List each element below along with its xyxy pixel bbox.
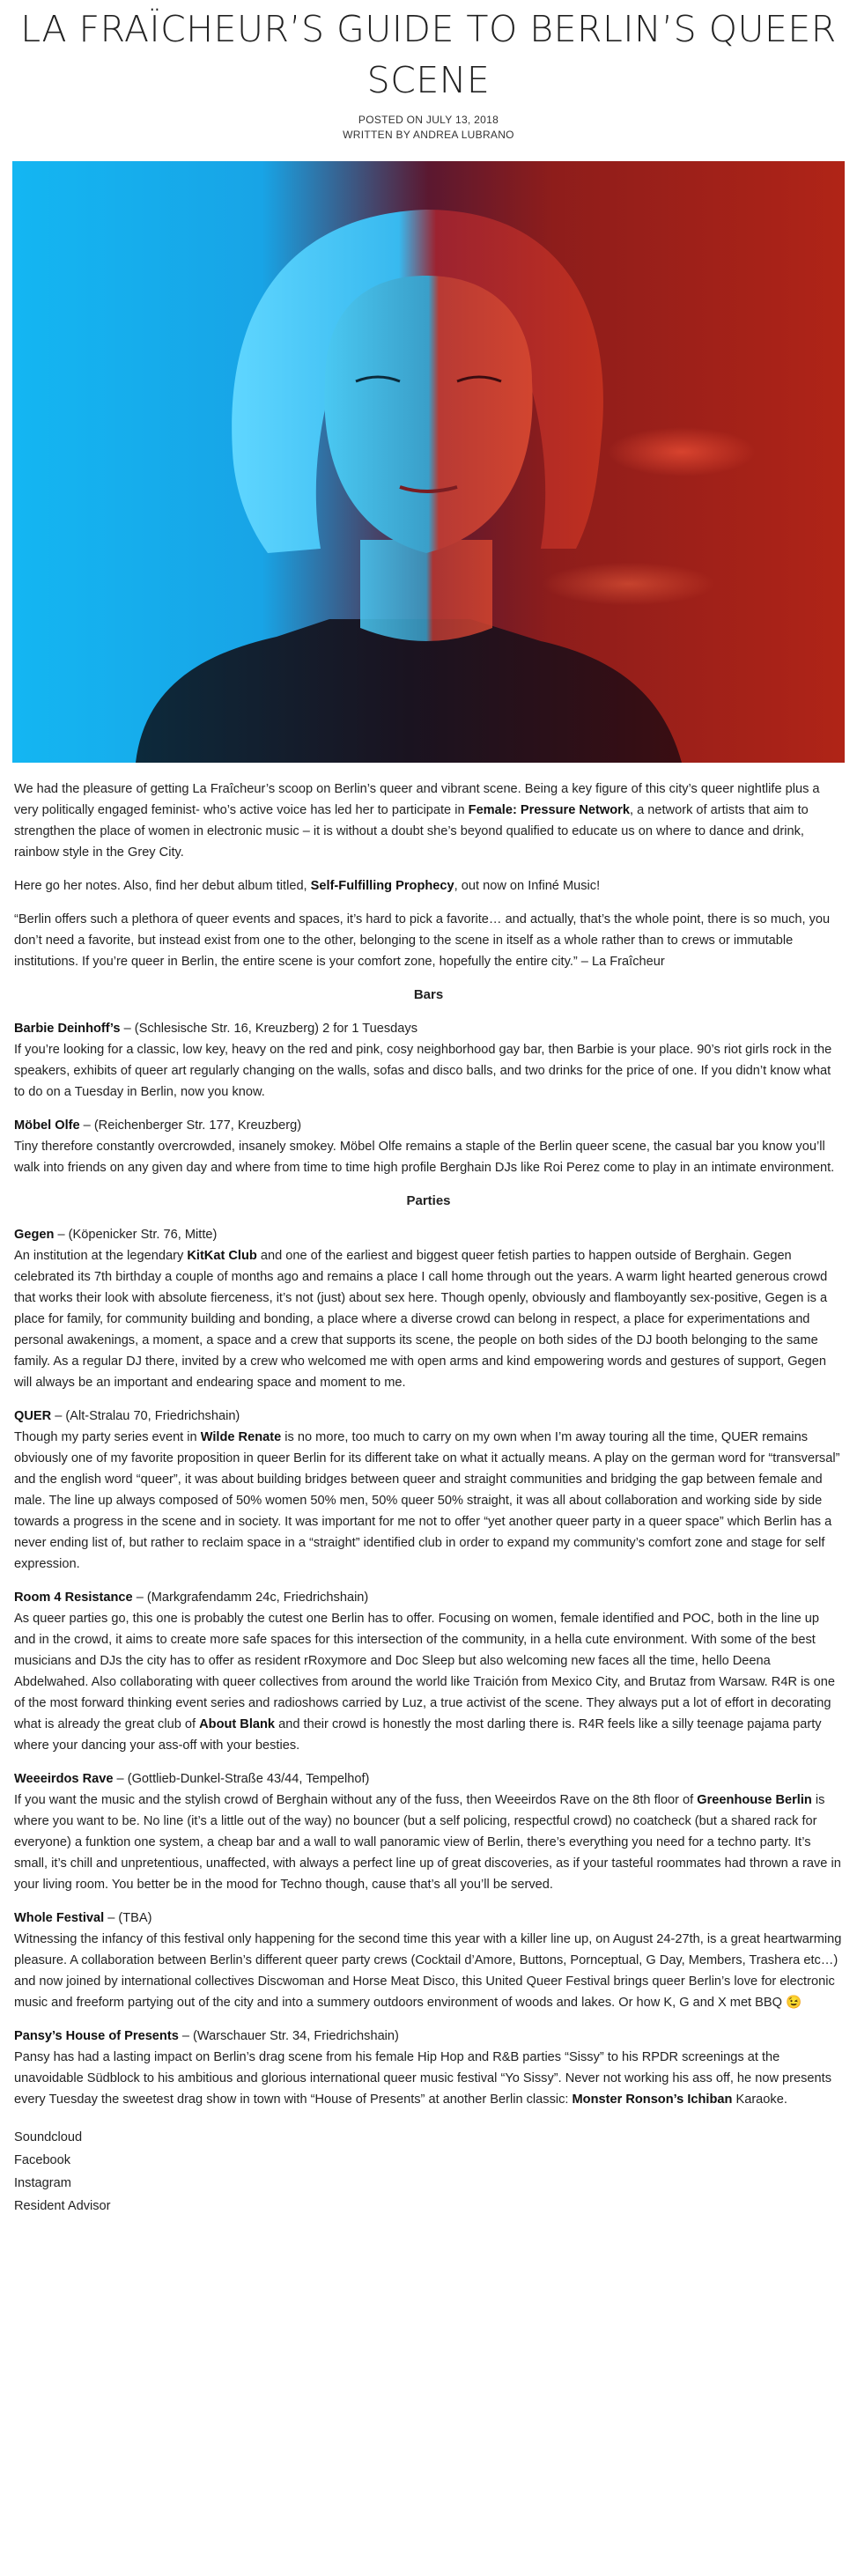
pansy-link[interactable]: Pansy’s House of Presents [14, 2029, 179, 2043]
whole-festival-link[interactable]: Whole Festival [14, 1911, 105, 1925]
gegen-title-line [14, 1224, 843, 1245]
article-title: LA FRAÏCHEUR’S GUIDE TO BERLIN’S QUEER SCENE [20, 8, 837, 101]
weeeirdos-text: If you want the music and the stylish crowd of Berghain without any of the fuss, then Weeeirdos Rave on the 8th floor of [14, 1793, 698, 1807]
r4r-description [14, 1608, 843, 1756]
gegen-link[interactable]: Gegen [14, 1228, 55, 1242]
gegen-description [14, 1245, 843, 1393]
parties-heading: Parties [406, 1193, 451, 1208]
social-links [14, 2126, 843, 2218]
pansy-text: Pansy has had a lasting impact on Berlin’s drag scene from his female Hip Hop and R&B parties “Sissy” to his RPDR screenings at the unavoidable Südblock to his ambitious and glorious international queer music festival “Yo Sissy”. Never not working his ass off, he now presents every Tuesday the sweetest drag show in town with “House of Presents” at another Berlin classic: [14, 2050, 832, 2107]
post-date: POSTED ON JULY 13, 2018 [358, 114, 499, 126]
album-link[interactable]: Self-Fulfilling Prophecy [310, 879, 454, 893]
pansy-address: – (Warschauer Str. 34, Friedrichshain) [178, 2029, 399, 2043]
mobel-link[interactable]: Möbel Olfe [14, 1118, 80, 1133]
author-line [0, 128, 857, 143]
female-pressure-link[interactable]: Female: Pressure Network [468, 803, 630, 817]
intro-paragraph-2 [14, 875, 843, 897]
barbie-title-line [14, 1018, 843, 1039]
barbie-address: – (Schlesische Str. 16, Kreuzberg) 2 for 1 Tuesdays [120, 1022, 417, 1036]
resident-advisor-link[interactable]: Resident Advisor [14, 2199, 111, 2213]
quer-text: is no more, too much to carry on my own when I’m away touring all the time, QUER remains obviously one of my favorite proposition in queer Berlin for its different take on what it actually means. A play on the german word for “transversal” and the english word “queer”, it was about building bridges between queer and straight communities and bridging the gap between female and male. The line up always composed of 50% women 50% men, 50% queer 50% straight, it was all about collaboration and working side by side towards a progress in the scene and in society. It was important for me not to offer “yet another queer party in a queer space” which Berlin has a never ending list of, but rather to reclaim space in a “straight” identified club in order to expand my community’s comfort zone and stage for self expression. [14, 1430, 840, 1571]
instagram-link[interactable]: Instagram [14, 2176, 71, 2190]
about-blank-link[interactable]: About Blank [199, 1717, 276, 1731]
r4r-text: and their crowd is honestly the most darling there is. R4R feels like a silly teenage pajama party where your dancing your ass-off with your besties. [14, 1717, 822, 1753]
kitkat-link[interactable]: KitKat Club [187, 1249, 257, 1263]
wink-emoji-icon: 😉 [786, 1996, 802, 2010]
intro-text: , out now on Infiné Music! [454, 879, 601, 893]
quer-description [14, 1427, 843, 1575]
quote-paragraph: “Berlin offers such a plethora of queer events and spaces, it’s hard to pick a favorite… and actually, that’s the whole point, there is so much, you don’t need a favorite, but instead exist from one to the other, belonging to the scene in itself as a whole rather than to crews or immutable institutions. If you’re queer in Berlin, the entire scene is your comfort zone, hopefully the entire city.” – La Fraîcheur [14, 912, 831, 969]
pansy-text: Karaoke. [732, 2093, 787, 2107]
mobel-description: Tiny therefore constantly overcrowded, insanely smokey. Möbel Olfe remains a staple of the Berlin queer scene, the casual bar you know you’ll walk into friends on any given day and where from time to time high profile Berghain DJs like Roi Perez come to play in an intimate environment. [14, 1140, 835, 1175]
pansy-description [14, 2047, 843, 2110]
r4r-link[interactable]: Room 4 Resistance [14, 1591, 133, 1605]
soundcloud-link[interactable]: Soundcloud [14, 2130, 83, 2144]
whole-address: – (TBA) [104, 1911, 152, 1925]
greenhouse-link[interactable]: Greenhouse Berlin [697, 1793, 812, 1807]
whole-description [14, 1929, 843, 2013]
monster-ronson-link[interactable]: Monster Ronson’s Ichiban [572, 2093, 733, 2107]
barbie-description: If you’re looking for a classic, low key, heavy on the red and pink, cosy neighborhood gay bar, then Barbie is your place. 90’s riot girls rock in the speakers, exhibits of queer art regularly changing on the walls, sofas and disco balls, and two drinks for the price of one. If you didn’t know what to do on a Tuesday in Berlin, now you know. [14, 1043, 832, 1099]
article-meta [0, 113, 857, 143]
quer-link[interactable]: QUER [14, 1409, 52, 1423]
weeeirdos-address: – (Gottlieb-Dunkel-Straße 43/44, Tempelhof) [113, 1772, 370, 1786]
weeeirdos-text: is where you want to be. No line (it’s a little out of the way) no bouncer (but a self policing, respectful crowd) no coatcheck (but a shared rack for everyone) a funktion one system, a cheap bar and a wall to wall panoramic view of Berlin, there’s everything you need for a techno party. It’s small, it’s chill and unpretentious, unaffected, with always a perfect line up of great discoveries, as if your tasteful roommates had thrown a rave in your living room. You better be in the mood for Techno though, cause that’s all you’ll be served. [14, 1793, 841, 1892]
mobel-address: – (Reichenberger Str. 177, Kreuzberg) [79, 1118, 302, 1133]
gegen-address: – (Köpenicker Str. 76, Mitte) [54, 1228, 218, 1242]
intro-text: Here go her notes. Also, find her debut album titled, [14, 879, 311, 893]
r4r-address: – (Markgrafendamm 24c, Friedrichshain) [132, 1591, 369, 1605]
intro-text: , a network of artists that aim to strengthen the place of women in electronic music – it is without a doubt she’s beyond qualified to educate us on where to dance and drink, rainbow style in the Grey City. [14, 803, 809, 860]
gegen-text: An institution at the legendary [14, 1249, 188, 1263]
weeeirdos-description [14, 1790, 843, 1895]
r4r-title-line [14, 1587, 843, 1608]
portrait-illustration [12, 161, 845, 763]
facebook-link[interactable]: Facebook [14, 2153, 71, 2167]
gegen-text: and one of the earliest and biggest queer fetish parties to happen outside of Berghain. Gegen celebrated its 7th birthday a couple of months ago and remains a place I call home through out the years. A warm light hearted generous crowd that works their look with absolute fierceness, it’s not (just) about sex here. Though openly, obviously and flamboyantly sex-positive, Gegen is a place for family, for community building and bonding, a place where a diverse crowd can belong in respect, a place for experimentations and personal awakenings, a moment, a space and a crew that supports its scene, the people on both sides of the DJ booth belonging to the same family. As a regular DJ there, invited by a crew who welcomed me with open arms and kind empowering words and gestures of support, Gegen will always be an important and endearing space and moment to me. [14, 1249, 828, 1390]
r4r-text: As queer parties go, this one is probably the cutest one Berlin has to offer. Focusing on women, female identified and POC, both in the line up and in the crowd, it aims to create more safe spaces for this intersection of the community, in a hella cute environment. With some of the best musicians and DJs the city has to offer as resident rRoxymore and Doc Sleep but also welcoming new faces all the time, hello Deena Abdelwahed. Also collaborating with queer collectives from around the world like Traición from Mexico City, and Brutaz from Warsaw. R4R is one of the most forward thinking event series and radioshows carried by Luz, a true activist of the scene. They always put a lot of effort in decorating what is already the great club of [14, 1612, 835, 1731]
bars-heading: Bars [413, 987, 444, 1002]
quer-text: Though my party series event in [14, 1430, 201, 1444]
whole-text: Witnessing the infancy of this festival only happening for the second time this year with a killer line up, on August 24-27th, is a great heartwarming pleasure. A collaboration between Berlin’s different queer party crews (Cocktail d’Amore, Buttons, Pornceptual, G Day, Members, Trashera etc…) and now joined by international collectives Discwoman and Horse Meat Disco, this United Queer Festival brings queer Berlin’s love for electronic music and freeform partying out of the city and into a summery outdoors environment of woods and lakes. Or how K, G and X met BBQ [14, 1932, 842, 2010]
barbie-link[interactable]: Barbie Deinhoff’s [14, 1022, 121, 1036]
intro-paragraph-1 [14, 779, 843, 863]
article-body [0, 763, 857, 2218]
pansy-title-line [14, 2026, 843, 2047]
mobel-title-line [14, 1115, 843, 1136]
weeeirdos-link[interactable]: Weeeirdos Rave [14, 1772, 114, 1786]
written-by-label: WRITTEN BY [343, 129, 413, 141]
whole-title-line [14, 1908, 843, 1929]
weeeirdos-title-line [14, 1768, 843, 1790]
hero-image [12, 161, 845, 763]
author-link[interactable]: ANDREA LUBRANO [412, 129, 514, 141]
quer-address: – (Alt-Stralau 70, Friedrichshain) [51, 1409, 240, 1423]
quer-title-line [14, 1406, 843, 1427]
intro-text: We had the pleasure of getting La Fraîcheur’s scoop on Berlin’s queer and vibrant scene. Being a key figure of this city’s queer nightlife plus a very politically engaged feminist- who’s active voice has led her to participate in [14, 782, 820, 817]
wilde-renate-link[interactable]: Wilde Renate [200, 1430, 282, 1444]
